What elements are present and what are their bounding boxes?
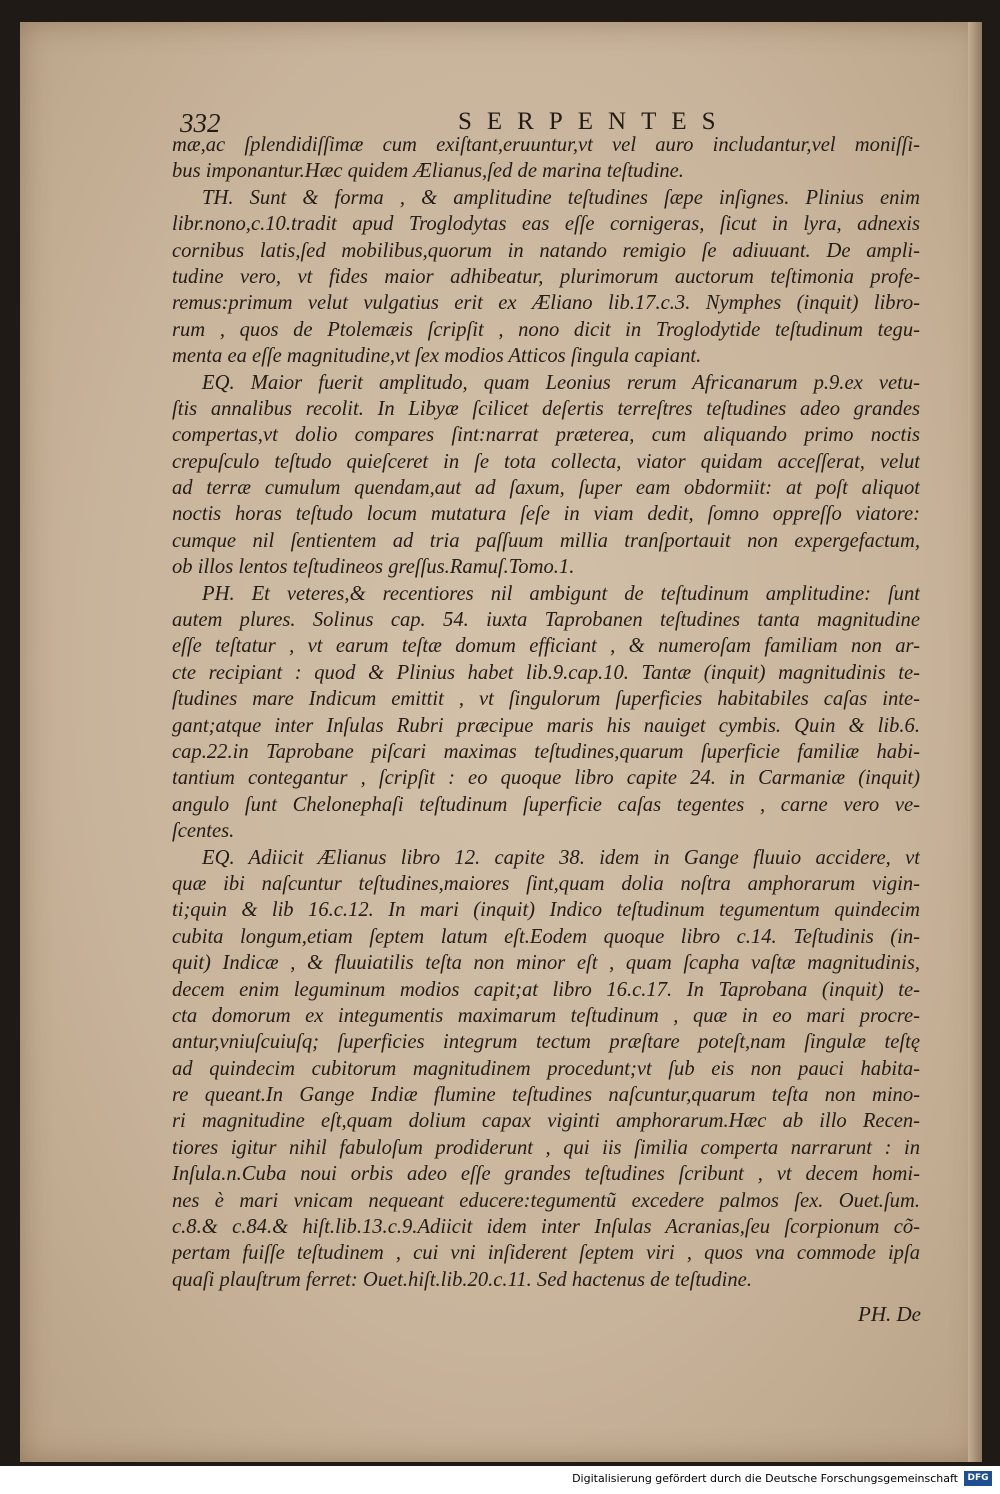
running-title: SERPENTES (458, 108, 731, 135)
text-line: EQ. Maior fuerit amplitudo, quam Leonius rerum Africanarum p.9.ex vetu- (202, 371, 920, 394)
text-line: ri magnitudine eſt,quam dolium capax viginti amphorarum.Hæc ab illo Recen- (172, 1110, 920, 1133)
footer-bar (0, 1466, 1000, 1494)
text-line: menta ea eſſe magnitudine,vt ſex modios Atticos ſingula capiant. (172, 345, 702, 368)
text-line: tudine vero, vt fides maior adhibeatur, plurimorum auctorum teſtimonia profe- (172, 265, 920, 288)
text-line: PH. Et veteres,& recentiores nil ambigunt de teſtudinum amplitudine: ſunt (202, 582, 920, 605)
text-line: cap.22.in Taprobane piſcari maximas teſtudines,quarum ſuperficie familiæ habi- (172, 740, 920, 763)
text-line: crepuſculo teſtudo quieſceret in ſe tota collecta, viator quidam acceſſerat, velut (172, 450, 920, 473)
text-line: ſcentes. (172, 820, 235, 843)
text-line: mæ,ac ſplendidiſſimæ cum exiſtant,eruuntur,vt vel auro includantur,vel moniſſi- (172, 134, 920, 156)
text-line: EQ. Adiicit Ælianus libro 12. capite 38. idem in Gange fluuio accidere, vt (202, 846, 920, 869)
text-line: TH. Sunt & forma , & amplitudine teſtudines ſæpe inſignes. Plinius enim (202, 186, 920, 209)
text-line: ad terræ cumulum quendam,aut ad ſaxum, ſuper eam obdormiit: at poſt aliquot (172, 477, 920, 500)
text-line: autem plures. Solinus cap. 54. iuxta Taprobanen teſtudines tanta magnitudine (172, 609, 920, 632)
text-line: re queant.In Gange Indiæ flumine teſtudines naſcuntur,quarum teſta non mino- (172, 1084, 920, 1107)
text-line: remus:primum velut vulgatius erit ex Æliano lib.17.c.3. Nymphes (inquit) libro- (172, 292, 920, 315)
text-line: Inſula.n.Cuba noui orbis adeo eſſe grandes teſtudines ſcribunt , vt decem homi- (172, 1163, 920, 1186)
dfg-logo-icon: DFG (964, 1471, 992, 1486)
text-line: c.8.& c.84.& hiſt.lib.13.c.9.Adiicit idem inter Inſulas Acranias,ſeu ſcorpionum cõ- (172, 1216, 920, 1239)
text-line: quaſi plauſtrum ferret: Ouet.hiſt.lib.20.c.11. Sed hactenus de teſtudine. (172, 1268, 752, 1291)
text-line: eſſe teſtatur , vt earum teſtæ domum efficiant , & numeroſam familiam non ar- (172, 635, 920, 658)
text-line: pertam fuiſſe teſtudinem , cui vni inſiderent ſeptem viri , quos vna commode ipſa (172, 1242, 920, 1265)
page-number: 332 (180, 108, 221, 138)
text-line: ſtis annalibus recolit. In Libyæ ſcilicet deſertis terreſtres teſtudines adeo grandes (172, 397, 920, 420)
text-line: tiores igitur nihil fabuloſum prodiderunt , qui iis ſimilia comperta narrarunt : in (172, 1136, 920, 1159)
text-line: nes è mari vnicam nequeant educere:tegumentũ excedere palmos ſex. Ouet.ſum. (172, 1189, 920, 1212)
text-line: cubita longum,etiam ſeptem latum eſt.Eodem quoque libro c.14. Teſtudinis (in- (172, 925, 920, 948)
text-line: ſtudines mare Indicum emittit , vt ſingulorum ſuperficies habitabiles caſas inte- (172, 688, 920, 711)
text-line: quit) Indicæ , & fluuiatilis teſta non minor eſt , quam ſcapha vaſtæ magnitudinis, (172, 952, 920, 975)
text-line: compertas,vt dolio compares ſint:narrat præterea, cum aliquando primo noctis (172, 424, 920, 447)
text-line: cta domorum ex integumentis maximarum teſtudinum , quæ in eo mari procre- (172, 1004, 920, 1027)
text-line: cornibus latis,ſed mobilibus,quorum in natando remigio ſe adiuuant. De ampli- (172, 239, 920, 262)
text-line: tantium contegantur , ſcripſit : eo quoque libro capite 24. in Carmaniæ (inquit) (172, 767, 920, 790)
text-line: bus imponantur.Hæc quidem Ælianus,ſed de marina teſtudine. (172, 160, 684, 183)
text-line: noctis horas teſtudo locum mutatura ſeſe in viam dedit, ſomno oppreſſo viatore: (172, 503, 920, 526)
catchword: PH. De (858, 1302, 921, 1326)
text-line: rum , quos de Ptolemæis ſcripſit , nono dicit in Troglodytide teſtudinum tegu- (172, 318, 920, 341)
text-line: cumque nil ſentientem ad tria paſſuum millia tranſportauit non expergefactum, (172, 529, 920, 552)
text-line: cte recipiant : quod & Plinius habet lib.9.cap.10. Tantæ (inquit) magnitudinis te- (172, 661, 920, 684)
text-line: ob illos lentos teſtudineos greſſus.Ramuſ.Tomo.1. (172, 556, 575, 579)
funding-credit: Digitalisierung gefördert durch die Deutsche Forschungsgemeinschaft (572, 1472, 958, 1485)
text-line: ad quindecim cubitorum magnitudinem procedunt;vt ſub eis non pauci habita- (172, 1057, 920, 1080)
text-line: libr.nono,c.10.tradit apud Troglodytas eas eſſe cornigeras, ſicut in lyra, adnexis (172, 213, 920, 236)
text-line: antur,vniuſcuiuſq; ſuperficies integrum tectum præſtare poteſt,nam ſingulæ teſtę (172, 1031, 920, 1054)
text-line: decem enim leguminum modios capit;at libro 16.c.17. In Taprobana (inquit) te- (172, 978, 920, 1001)
text-line: angulo ſunt Chelonephaſi teſtudinum ſuperficie caſas tegentes , carne vero ve- (172, 793, 920, 816)
page-edge (968, 22, 982, 1462)
text-line: quæ ibi naſcuntur teſtudines,maiores ſint,quam dolia noſtra amphorarum vigin- (172, 872, 920, 895)
text-line: gant;atque inter Inſulas Rubri præcipue maris his nauiget cymbis. Quin & lib.6. (172, 714, 920, 737)
body-text (172, 132, 920, 1293)
text-line: ti;quin & lib 16.c.12. In mari (inquit) Indico teſtudinum tegumentum quindecim (172, 899, 920, 922)
